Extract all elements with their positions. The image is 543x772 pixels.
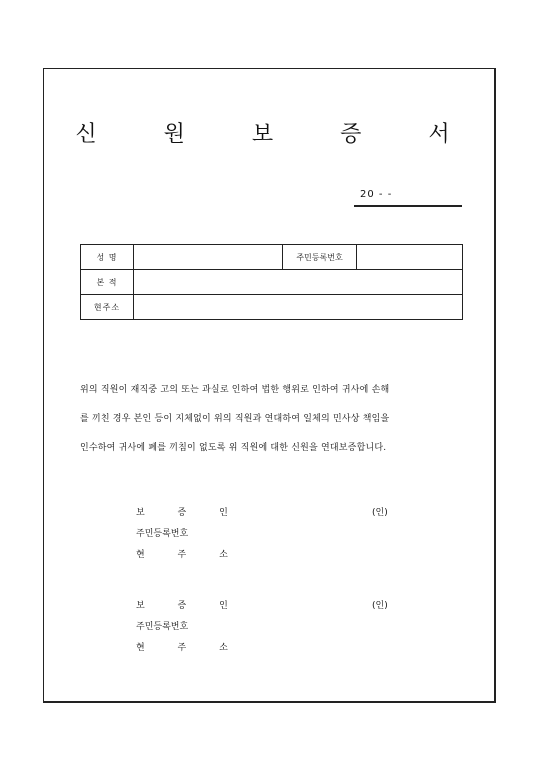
statement-line: 인수하여 귀사에 폐를 끼침이 없도록 위 직원에 대한 신원을 연대보증합니다. <box>80 443 387 453</box>
address-value-cell <box>134 295 463 320</box>
document-title: 신 원 보 증 서 <box>75 122 480 147</box>
employee-info-table <box>80 244 463 320</box>
guarantee-statement <box>80 376 470 463</box>
guarantor-1-label: 보 증 인 <box>136 508 243 518</box>
table-row <box>81 245 463 270</box>
guarantor-2-rrn-label: 주민등록번호 <box>136 622 189 632</box>
guarantor-2-seal: (인) <box>372 601 388 611</box>
statement-line: 를 끼친 경우 본인 등이 지체없이 위의 직원과 연대하여 일체의 민사상 책임을 <box>80 414 390 424</box>
statement-line: 위의 직원이 재직중 고의 또는 과실로 인하여 법한 행위로 인하여 귀사에 손해 <box>80 385 390 395</box>
table-row <box>81 295 463 320</box>
date-underline <box>354 205 462 207</box>
guarantor-2-label: 보 증 인 <box>136 601 243 611</box>
guarantor-1-seal: (인) <box>372 508 388 518</box>
rrn-label: 주민등록번호 <box>283 245 357 270</box>
origin-label: 본 적 <box>81 270 134 295</box>
rrn-value-cell <box>357 245 463 270</box>
date-field: 20 ‐ ‐ <box>360 189 393 200</box>
guarantor-1-address-label: 현 주 소 <box>136 550 243 560</box>
guarantor-2-address-label: 현 주 소 <box>136 643 243 653</box>
table-row <box>81 270 463 295</box>
address-label: 현주소 <box>81 295 134 320</box>
guarantor-1-rrn-label: 주민등록번호 <box>136 529 189 539</box>
origin-value-cell <box>134 270 463 295</box>
name-value-cell <box>134 245 283 270</box>
name-label: 성 명 <box>81 245 134 270</box>
